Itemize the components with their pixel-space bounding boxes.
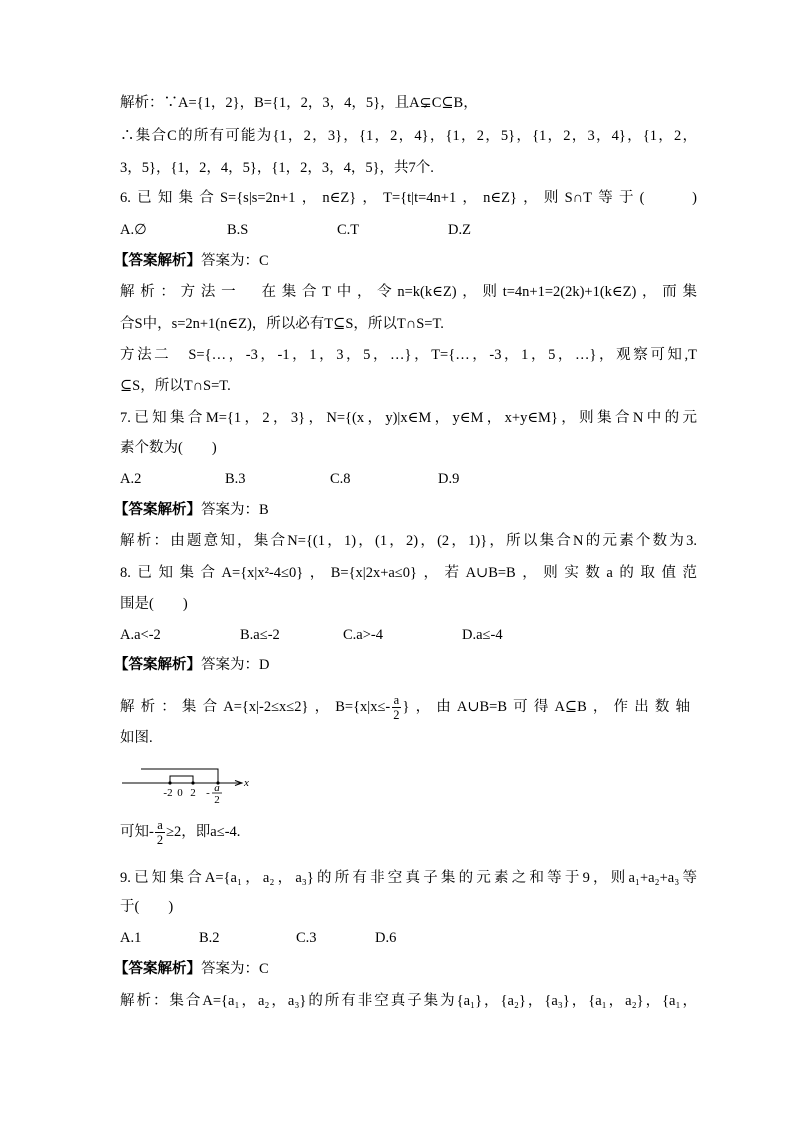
q7-option-a: A.2 — [120, 471, 142, 487]
q8-option-d: D.a≤-4 — [462, 627, 503, 643]
q8-stem-line-1: 8.已知集合A={x|x²-4≤0}，B={x|2x+a≤0}，若A∪B=B，则实数a的取值范 — [120, 565, 697, 581]
number-line-figure — [118, 760, 258, 808]
q6-answer-text: 答案为：C — [201, 253, 269, 269]
fraction-denominator: 2 — [156, 833, 164, 848]
tick-label-0: 0 — [177, 787, 183, 799]
q5-solution-line-2: ∴集合C的所有可能为{1，2，3}，{1，2，4}，{1，2，5}，{1，2，3，4}，{1，2， — [120, 128, 697, 144]
q9-answer — [114, 959, 269, 979]
q9-stem-line-1: 9.已知集合A={a₁，a₂，a₃}的所有非空真子集的元素之和等于9，则a₁+a₂+a₃等 — [120, 870, 697, 886]
q8-solution-line-3 — [120, 816, 240, 848]
q7-option-c: C.8 — [330, 471, 351, 487]
q8-answer — [114, 655, 269, 675]
q7-stem-line-2: 素个数为( ) — [120, 440, 217, 456]
fraction-a-over-2 — [391, 693, 401, 722]
q8-solution-line-2: 如图. — [120, 730, 153, 746]
tick-label-2: 2 — [190, 787, 196, 799]
q6-solution-line-1: 解析：方法一 在集合T中，令n=k(k∈Z)，则t=4n+1=2(2k)+1(k∈Z)，而集 — [120, 284, 697, 300]
q8-option-c: C.a>-4 — [343, 627, 383, 643]
q6-option-c: C.T — [337, 222, 360, 238]
q7-option-b: B.3 — [225, 471, 246, 487]
q8-solution-line-3-before: 可知- — [120, 824, 154, 840]
q5-solution-line-3: 3，5}，{1，2，4，5}，{1，2，3，4，5}，共7个. — [120, 160, 434, 176]
q9-option-a: A.1 — [120, 930, 142, 946]
q8-answer-label: 【答案解析】 — [114, 657, 201, 673]
fraction-numerator: a — [393, 693, 400, 708]
q6-options — [120, 220, 697, 240]
q8-solution-line-3-after: ≥2，即a≤-4. — [166, 824, 241, 840]
q9-answer-label: 【答案解析】 — [114, 961, 201, 977]
point-2 — [191, 781, 194, 784]
fraction-denominator: 2 — [393, 708, 400, 723]
set-a-range — [170, 776, 193, 783]
q9-option-c: C.3 — [296, 930, 317, 946]
q6-solution-line-3: 方法二 S={…，-3，-1，1，3，5，…}，T={…，-3，1，5，…}，观察可知,T — [120, 347, 697, 363]
q9-answer-text: 答案为：C — [201, 961, 269, 977]
q9-option-b: B.2 — [199, 930, 220, 946]
q8-option-a: A.a<-2 — [120, 627, 161, 643]
fraction-numerator: a — [157, 818, 163, 833]
q7-solution-line-1: 解析：由题意知，集合N={(1，1)，(1，2)，(2，1)}，所以集合N的元素个数为3. — [120, 533, 697, 549]
q6-solution-line-4: ⊆S，所以T∩S=T. — [120, 378, 231, 394]
q8-solution-line-1-before: 解析：集合A={x|-2≤x≤2}，B={x|x≤- — [120, 699, 391, 715]
q8-option-b: B.a≤-2 — [240, 627, 280, 643]
q8-solution-line-1 — [120, 691, 690, 723]
q8-answer-text: 答案为：D — [201, 657, 270, 673]
q9-solution-line-1: 解析：集合A={a₁，a₂，a₃}的所有非空真子集为{a₁}，{a₂}，{a₃}，{a₁，a₂}，{a₁， — [120, 993, 697, 1009]
q7-answer-text: 答案为：B — [201, 502, 269, 518]
q8-stem-line-2: 围是( ) — [120, 596, 188, 612]
fraction-a-over-2 — [155, 818, 165, 847]
tick-label-fraction-numerator: a — [214, 782, 220, 794]
q6-option-d: D.Z — [448, 222, 471, 238]
q6-answer-label: 【答案解析】 — [114, 253, 201, 269]
tick-label-minus-2: -2 — [163, 787, 173, 799]
tick-label-minus-sign: - — [206, 787, 210, 799]
q7-stem-line-1: 7.已知集合M={1，2，3}，N={(x，y)|x∈M，y∈M，x+y∈M}，则集合N中的元 — [120, 410, 697, 426]
q6-option-b: B.S — [227, 222, 249, 238]
q6-solution-line-2: 合S中，s=2n+1(n∈Z)，所以必有T⊆S，所以T∩S=T. — [120, 316, 444, 332]
q9-stem-line-2: 于( ) — [120, 899, 174, 915]
q6-answer — [114, 251, 269, 271]
q7-options — [120, 469, 697, 489]
q7-option-d: D.9 — [438, 471, 460, 487]
q7-answer-label: 【答案解析】 — [114, 502, 201, 518]
q7-answer — [114, 500, 269, 520]
q5-solution-line-1: 解析：∵A={1，2}，B={1，2，3，4，5}，且A⊊C⊆B， — [120, 95, 478, 111]
q8-options — [120, 625, 697, 645]
q9-options — [120, 928, 697, 948]
tick-label-fraction-denominator: 2 — [214, 794, 220, 806]
q6-stem-line-1: 6.已知集合S={s|s=2n+1，n∈Z}，T={t|t=4n+1，n∈Z}，则S∩T等于( ) — [120, 190, 697, 206]
q8-solution-line-1-after: }，由A∪B=B可得A⊆B，作出数轴 — [402, 699, 690, 715]
point-minus-2 — [168, 781, 171, 784]
axis-label: x — [244, 777, 249, 789]
q9-option-d: D.6 — [375, 930, 397, 946]
q6-option-a: A.∅ — [120, 222, 147, 238]
